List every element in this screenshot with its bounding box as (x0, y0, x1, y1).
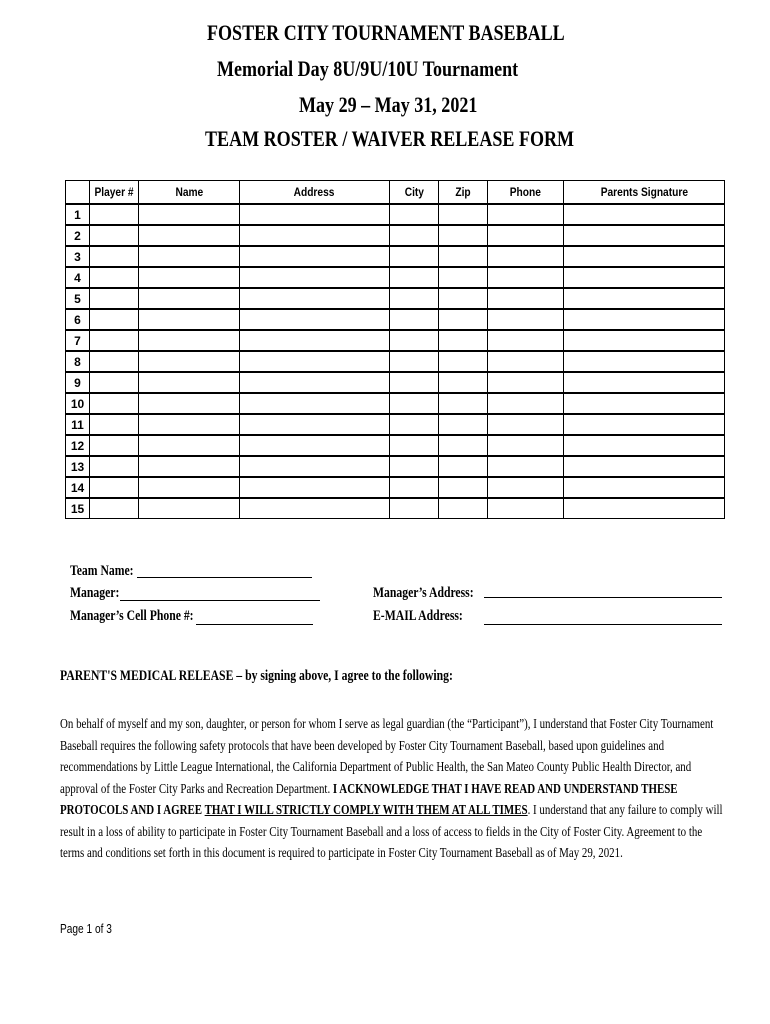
roster-cell[interactable] (564, 225, 725, 246)
roster-cell[interactable] (564, 246, 725, 267)
roster-cell[interactable] (90, 288, 139, 309)
manager-cell-label: Manager’s Cell Phone #: (70, 608, 194, 624)
roster-cell[interactable] (488, 435, 564, 456)
roster-cell[interactable] (390, 372, 439, 393)
roster-cell[interactable] (390, 351, 439, 372)
roster-cell[interactable] (488, 309, 564, 330)
manager-address-field[interactable] (484, 597, 722, 598)
roster-cell[interactable] (564, 330, 725, 351)
roster-cell[interactable] (564, 309, 725, 330)
roster-row (66, 435, 725, 456)
roster-row (66, 414, 725, 435)
team-name-field[interactable] (137, 577, 312, 578)
roster-cell[interactable] (240, 498, 390, 519)
row-number: 10 (66, 393, 90, 414)
roster-cell[interactable] (564, 372, 725, 393)
roster-cell[interactable] (90, 267, 139, 288)
roster-header-cell (439, 181, 488, 205)
roster-row (66, 309, 725, 330)
roster-header-cell (139, 181, 240, 205)
roster-cell[interactable] (240, 267, 390, 288)
release-text-1: On behalf of myself and my son, daughter, or person for whom I serve as legal guardian (the “Participant”), I understand that Foster City Tournament Baseball requires the following safety protocols that have been developed by Foster City Tournament Baseball, based upon guidelines and recommendations by Little League International, the California Department of Public Health, the San Mateo County Public Health Director, and approval of the Foster City Parks and Recreation Department. (60, 717, 714, 797)
roster-cell[interactable] (240, 414, 390, 435)
row-number: 1 (66, 204, 90, 225)
row-number: 9 (66, 372, 90, 393)
roster-cell[interactable] (488, 372, 564, 393)
roster-cell[interactable] (439, 225, 488, 246)
tournament-dates: May 29 – May 31, 2021 (299, 92, 478, 117)
roster-cell[interactable] (488, 456, 564, 477)
roster-cell[interactable] (488, 414, 564, 435)
roster-cell[interactable] (390, 393, 439, 414)
roster-cell[interactable] (139, 225, 240, 246)
row-number: 11 (66, 414, 90, 435)
roster-cell[interactable] (488, 267, 564, 288)
row-number: 13 (66, 456, 90, 477)
roster-cell[interactable] (90, 414, 139, 435)
roster-cell[interactable] (240, 246, 390, 267)
roster-row (66, 204, 725, 225)
roster-cell[interactable] (564, 204, 725, 225)
medical-release-heading: PARENT'S MEDICAL RELEASE – by signing above, I agree to the following: (60, 668, 453, 684)
roster-cell[interactable] (488, 225, 564, 246)
roster-cell[interactable] (90, 225, 139, 246)
roster-cell[interactable] (564, 435, 725, 456)
roster-header-cell (390, 181, 439, 205)
roster-cell[interactable] (90, 477, 139, 498)
roster-row (66, 498, 725, 519)
roster-row (66, 351, 725, 372)
roster-cell[interactable] (390, 456, 439, 477)
row-number: 14 (66, 477, 90, 498)
roster-row (66, 477, 725, 498)
roster-cell[interactable] (488, 393, 564, 414)
roster-cell[interactable] (439, 372, 488, 393)
release-compliance-statement: THAT I WILL STRICTLY COMPLY WITH THEM AT ALL TIMES (204, 803, 528, 818)
row-number: 15 (66, 498, 90, 519)
roster-cell[interactable] (564, 267, 725, 288)
tournament-title: Memorial Day 8U/9U/10U Tournament (217, 56, 519, 81)
row-number: 7 (66, 330, 90, 351)
roster-cell[interactable] (488, 288, 564, 309)
form-name: TEAM ROSTER / WAIVER RELEASE FORM (205, 126, 575, 151)
roster-cell[interactable] (564, 414, 725, 435)
roster-row (66, 267, 725, 288)
roster-cell[interactable] (488, 246, 564, 267)
roster-header-cell (564, 181, 725, 205)
roster-cell[interactable] (439, 414, 488, 435)
roster-cell[interactable] (390, 246, 439, 267)
team-name-label: Team Name: (70, 563, 134, 579)
roster-cell[interactable] (240, 372, 390, 393)
email-field[interactable] (484, 624, 722, 625)
roster-row (66, 330, 725, 351)
roster-cell[interactable] (90, 372, 139, 393)
roster-cell[interactable] (564, 351, 725, 372)
roster-cell[interactable] (439, 246, 488, 267)
roster-cell[interactable] (564, 288, 725, 309)
roster-cell[interactable] (139, 498, 240, 519)
roster-header-cell (240, 181, 390, 205)
roster-cell[interactable] (439, 498, 488, 519)
roster-cell[interactable] (390, 414, 439, 435)
roster-cell[interactable] (240, 351, 390, 372)
row-number: 12 (66, 435, 90, 456)
roster-cell[interactable] (439, 435, 488, 456)
roster-cell[interactable] (390, 330, 439, 351)
roster-cell[interactable] (564, 477, 725, 498)
roster-cell[interactable] (90, 204, 139, 225)
roster-row (66, 246, 725, 267)
row-number: 4 (66, 267, 90, 288)
roster-cell[interactable] (390, 204, 439, 225)
manager-address-label: Manager’s Address: (373, 585, 474, 601)
roster-cell[interactable] (139, 477, 240, 498)
roster-cell[interactable] (390, 498, 439, 519)
roster-row (66, 393, 725, 414)
roster-cell[interactable] (240, 477, 390, 498)
roster-cell[interactable] (439, 456, 488, 477)
roster-cell[interactable] (240, 330, 390, 351)
manager-cell-field[interactable] (196, 624, 313, 625)
roster-cell[interactable] (90, 456, 139, 477)
roster-cell[interactable] (439, 330, 488, 351)
roster-cell[interactable] (90, 351, 139, 372)
roster-cell[interactable] (240, 225, 390, 246)
roster-row (66, 372, 725, 393)
roster-header-label: Player # (94, 185, 134, 199)
roster-cell[interactable] (139, 372, 240, 393)
roster-cell[interactable] (488, 498, 564, 519)
roster-header-label: City (404, 185, 424, 199)
roster-cell[interactable] (390, 225, 439, 246)
row-number: 8 (66, 351, 90, 372)
roster-cell[interactable] (439, 351, 488, 372)
roster-cell[interactable] (564, 393, 725, 414)
roster-table (65, 180, 725, 519)
roster-row (66, 456, 725, 477)
roster-cell[interactable] (90, 246, 139, 267)
roster-cell[interactable] (139, 204, 240, 225)
roster-cell[interactable] (139, 351, 240, 372)
roster-cell[interactable] (488, 351, 564, 372)
roster-cell[interactable] (390, 267, 439, 288)
roster-header-label: Address (294, 185, 335, 199)
roster-header-row (66, 181, 725, 205)
roster-cell[interactable] (139, 309, 240, 330)
roster-cell[interactable] (90, 393, 139, 414)
roster-cell[interactable] (240, 204, 390, 225)
roster-header-label: Phone (509, 185, 542, 199)
manager-field[interactable] (120, 600, 320, 601)
roster-cell[interactable] (564, 456, 725, 477)
roster-header-label: Name (175, 185, 203, 199)
roster-header-cell (488, 181, 564, 205)
manager-label: Manager: (70, 585, 120, 601)
roster-header-label: Parents Signature (600, 185, 688, 199)
roster-cell[interactable] (240, 456, 390, 477)
roster-cell[interactable] (139, 414, 240, 435)
roster-cell[interactable] (240, 309, 390, 330)
roster-cell[interactable] (139, 246, 240, 267)
roster-header-label: Zip (455, 185, 471, 199)
row-number: 2 (66, 225, 90, 246)
roster-cell[interactable] (439, 267, 488, 288)
roster-cell[interactable] (439, 309, 488, 330)
row-number: 5 (66, 288, 90, 309)
roster-cell[interactable] (390, 435, 439, 456)
org-title: FOSTER CITY TOURNAMENT BASEBALL (207, 20, 565, 45)
roster-cell[interactable] (139, 393, 240, 414)
roster-cell[interactable] (439, 204, 488, 225)
row-number: 6 (66, 309, 90, 330)
roster-cell[interactable] (90, 309, 139, 330)
roster-row (66, 225, 725, 246)
roster-cell[interactable] (390, 288, 439, 309)
row-number: 3 (66, 246, 90, 267)
roster-cell[interactable] (240, 288, 390, 309)
roster-cell[interactable] (139, 435, 240, 456)
roster-cell[interactable] (439, 393, 488, 414)
roster-body (66, 204, 725, 519)
email-label: E-MAIL Address: (373, 608, 463, 624)
roster-cell[interactable] (90, 330, 139, 351)
page-number: Page 1 of 3 (60, 921, 112, 936)
roster-header-cell (66, 181, 90, 205)
roster-cell[interactable] (390, 309, 439, 330)
release-text-2: . I understand that any failure to comply will result in a loss of ability to participate in Foster City Tournament Baseball and a loss of access to fields in the City of Foster City. Agreement to the terms and conditions set forth in this document is required to participate in Foster City Tournament Baseball as of May 29, 2021. (60, 803, 723, 861)
roster-cell[interactable] (139, 267, 240, 288)
roster-cell[interactable] (90, 498, 139, 519)
roster-header-cell (90, 181, 139, 205)
roster-cell[interactable] (488, 330, 564, 351)
roster-cell[interactable] (488, 477, 564, 498)
roster-cell[interactable] (439, 477, 488, 498)
roster-cell[interactable] (488, 204, 564, 225)
roster-cell[interactable] (439, 288, 488, 309)
release-acknowledgement: I ACKNOWLEDGE THAT I HAVE READ AND UNDERSTAND THESE PROTOCOLS AND I AGREE (60, 781, 678, 818)
roster-cell[interactable] (240, 393, 390, 414)
roster-cell[interactable] (90, 435, 139, 456)
roster-cell[interactable] (564, 498, 725, 519)
roster-cell[interactable] (139, 456, 240, 477)
roster-cell[interactable] (139, 330, 240, 351)
medical-release-paragraph (60, 714, 727, 865)
roster-cell[interactable] (139, 288, 240, 309)
roster-cell[interactable] (390, 477, 439, 498)
roster-row (66, 288, 725, 309)
roster-cell[interactable] (240, 435, 390, 456)
